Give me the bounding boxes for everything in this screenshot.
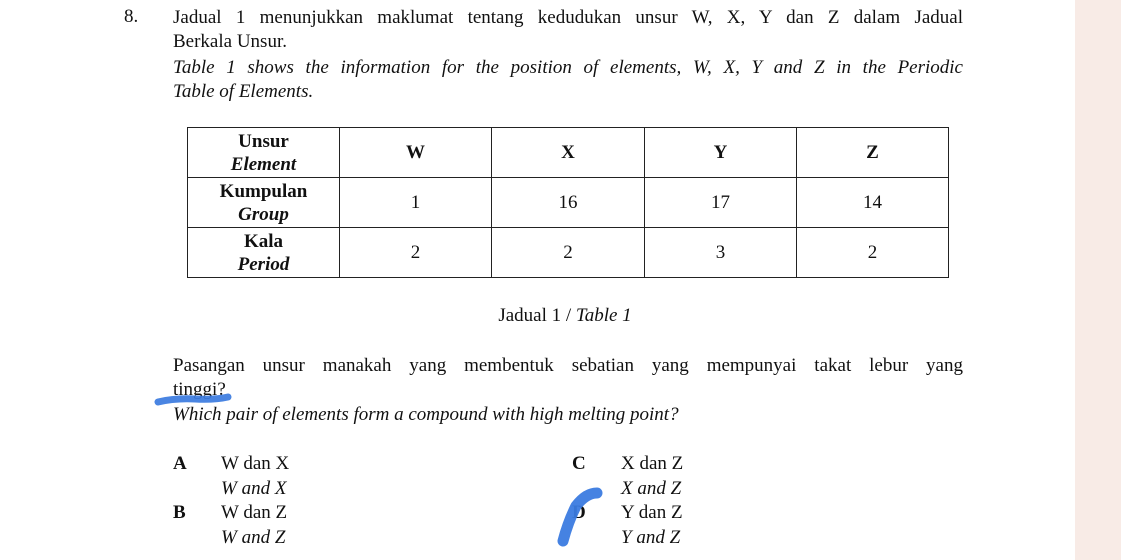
group-z: 14 — [797, 178, 949, 228]
header-col-z: Z — [797, 128, 949, 178]
period-y: 3 — [645, 228, 797, 278]
option-d-letter: D — [572, 502, 586, 523]
row-label-group-ms: Kumpulan — [219, 180, 308, 202]
underline-stroke — [158, 397, 228, 402]
header-element-ms: Unsur — [238, 130, 289, 152]
intro-english-line2: Table of Elements. — [173, 81, 314, 102]
option-c-en: X and Z — [621, 478, 682, 499]
period-z: 2 — [797, 228, 949, 278]
option-b-letter: B — [173, 502, 186, 523]
period-w: 2 — [340, 228, 492, 278]
group-x: 16 — [492, 178, 645, 228]
group-y: 17 — [645, 178, 797, 228]
header-col-w: W — [340, 128, 492, 178]
option-a-ms: W dan X — [221, 453, 290, 474]
table-caption-ms: Jadual 1 / — [498, 305, 576, 326]
row-label-group-en: Group — [238, 203, 289, 225]
intro-english-line1: Table 1 shows the information for the position of elements, W, X, Y and Z in the Periodic — [173, 57, 963, 78]
header-col-x: X — [492, 128, 645, 178]
option-a-en: W and X — [221, 478, 287, 499]
question-number: 8. — [124, 6, 139, 27]
option-d-ms: Y dan Z — [621, 502, 683, 523]
header-col-y: Y — [645, 128, 797, 178]
row-label-period-ms: Kala — [243, 230, 284, 252]
intro-malay-line1: Jadual 1 menunjukkan maklumat tentang kedudukan unsur W, X, Y dan Z dalam Jadual — [173, 7, 963, 28]
prompt-malay-line1: Pasangan unsur manakah yang membentuk sebatian yang mempunyai takat lebur yang — [173, 355, 963, 376]
intro-malay-line2: Berkala Unsur. — [173, 31, 287, 52]
option-d-en: Y and Z — [621, 527, 681, 548]
table-caption-en: Table 1 — [575, 305, 632, 326]
header-element-en: Element — [230, 153, 297, 175]
period-x: 2 — [492, 228, 645, 278]
row-label-period-en: Period — [237, 253, 290, 275]
option-c-letter: C — [572, 453, 586, 474]
option-b-en: W and Z — [221, 527, 286, 548]
group-w: 1 — [340, 178, 492, 228]
option-b-ms: W dan Z — [221, 502, 288, 523]
prompt-english: Which pair of elements form a compound with high melting point? — [173, 404, 679, 425]
option-c-ms: X dan Z — [621, 453, 684, 474]
option-a-letter: A — [173, 453, 187, 474]
answer-tick-mark — [563, 493, 597, 541]
prompt-malay-line2: tinggi? — [173, 379, 226, 400]
